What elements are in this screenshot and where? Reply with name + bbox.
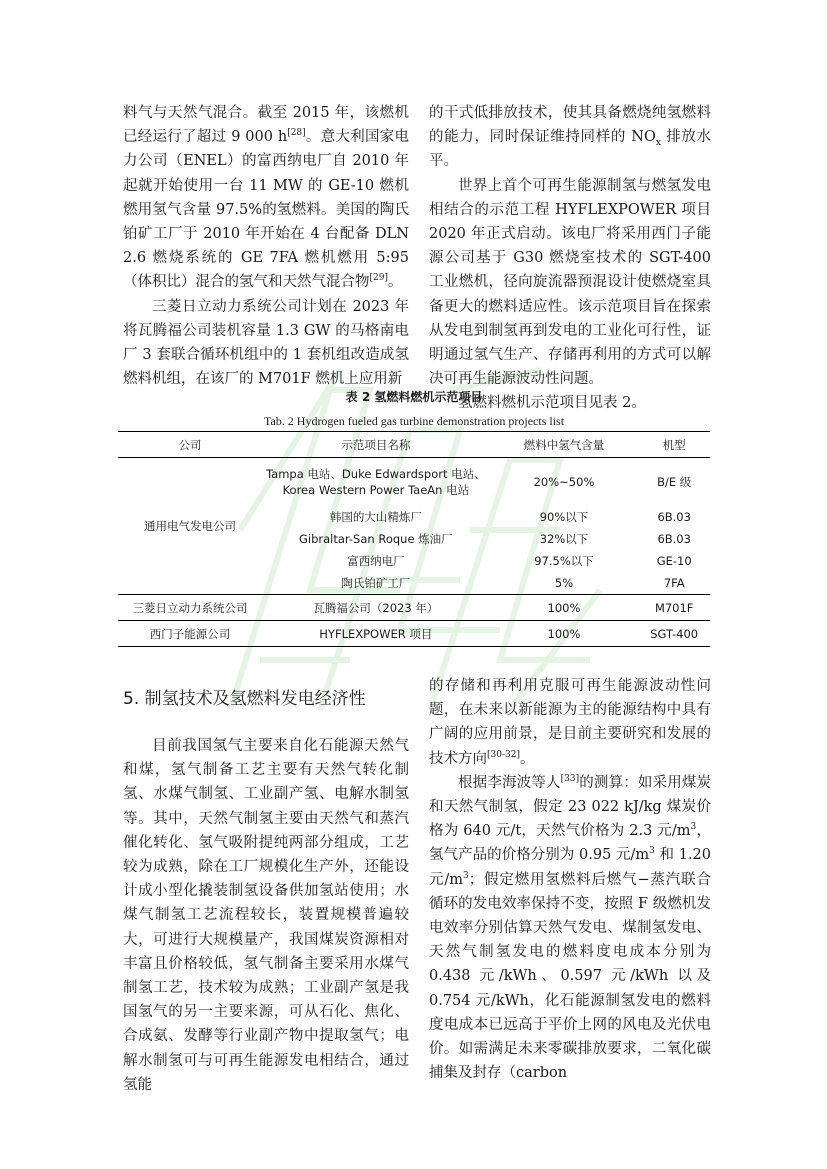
model-cell: 6B.03 xyxy=(657,510,691,524)
project-cell: Tampa 电站、Duke Edwardsport 电站、 Korea Western Power TaeAn 电站 xyxy=(266,467,486,497)
h2-cell: 32%以下 xyxy=(539,532,589,546)
header-company: 公司 xyxy=(118,432,262,458)
header-project: 示范项目名称 xyxy=(262,432,490,458)
paragraph: 料气与天然气混合。截至 2015 年，该燃机已经运行了超过 9 000 h[28]。意大利国家电力公司（ENEL）的富西纳电厂自 2010 年起就开始使用一台 11 MW 的 GE-10 燃机燃用氢气含量 97.5%的氢燃料。美国的陶氏铂矿工厂于 2010 年开始在 4 台配备 DLN 2.6 燃烧系统的 GE 7FA 燃机燃用 5:95（体积比）混合的氢气和天然气混合物[29]。 xyxy=(123,105,409,291)
h2-cell: 20%~50% xyxy=(533,475,595,489)
project-cell: 韩国的大山精炼厂 xyxy=(329,510,422,524)
paragraph: 目前我国氢气主要来自化石能源天然气和煤，氢气制备工艺主要有天然气转化制氢、水煤气制氢、工业副产氢、电解水制氢等。其中，天然气制氢主要由天然气和蒸汽催化转化、氢气吸附提纯两部分组成，工艺较为成熟，除在工厂规模化生产外，还能设计成小型化撬装制氢设备供加氢站使用；水煤气制氢工艺流程较长，装置规模普遍较大，可进行大规模量产，我国煤炭资源相对丰富且价格较低，氢气制备主要采用水煤气制氢工艺，技术较为成熟；工业副产氢是我国氢气的另一主要来源，可从石化、焦化、合成氨、发酵等行业副产物中提取氢气；电解水制氢可与可再生能源发电相结合，通过氢能 xyxy=(123,738,409,1093)
h2-cell: 100% xyxy=(490,595,639,621)
company-cell: 三菱日立动力系统公司 xyxy=(118,595,262,621)
project-cell: 瓦腾福公司（2023 年） xyxy=(262,595,490,621)
table-row xyxy=(118,458,710,507)
table-caption-en: Tab. 2 Hydrogen fueled gas turbine demonstration projects list xyxy=(263,414,565,428)
right-column-bottom xyxy=(429,674,711,1085)
h2-cell: 90%以下 xyxy=(539,510,589,524)
project-cell: Gibraltar-San Roque 炼油厂 xyxy=(298,532,453,546)
model-cell: M701F xyxy=(638,595,710,621)
model-cell: B/E 级 xyxy=(657,475,692,489)
header-model: 机型 xyxy=(638,432,710,458)
company-cell: 西门子能源公司 xyxy=(118,621,262,647)
model-cell: 6B.03 xyxy=(657,532,691,546)
paragraph: 三菱日立动力系统公司计划在 2023 年将瓦腾福公司装机容量 1.3 GW 的马格南电厂 3 套联合循环机组中的 1 套机组改造成氢燃料机组，在该厂的 M701F 燃机上应用新 xyxy=(123,298,409,388)
project-cell: 陶氏铂矿工厂 xyxy=(341,576,411,590)
company-cell: 通用电气发电公司 xyxy=(144,519,237,533)
model-cell: SGT-400 xyxy=(638,621,710,647)
left-column-bottom xyxy=(123,734,409,1097)
paragraph: 的干式低排放技术，使其具备燃烧纯氢燃料的能力，同时保证维持同样的 $NO_x$ 排放水平。 xyxy=(429,105,712,170)
project-cell: 富西纳电厂 xyxy=(347,554,405,568)
paragraph: 世界上首个可再生能源制氢与燃氢发电相结合的示范工程 HYFLEXPOWER 项目 2020 年正式启动。该电厂将采用西门子能源公司基于 G30 燃烧室技术的 SGT-400 工业燃机，径向旋流器预混设计使燃烧室具备更大的燃料适应性。该示范项目旨在探索从发电到制氢再到发电的工业化可行性，证明通过氢气生产、存储再利用的方式可以解决可再生能源波动性问题。 xyxy=(429,177,711,388)
demo-projects-table xyxy=(118,431,710,647)
table-row xyxy=(118,621,710,647)
paragraph: 的存储和再利用克服可再生能源波动性问题，在未来以新能源为主的能源结构中具有广阔的应用前景，是目前主要研究和发展的技术方向[30-32]。 xyxy=(429,678,711,767)
paragraph: 氢燃料燃机示范项目见表 2。 xyxy=(458,395,646,412)
right-column-top xyxy=(429,101,711,416)
h2-cell: 5% xyxy=(554,576,574,590)
left-column-top xyxy=(123,101,409,391)
h2-cell: 97.5%以下 xyxy=(534,554,594,568)
model-cell: 7FA xyxy=(663,576,685,590)
table-header-row xyxy=(118,432,710,458)
section-heading: 5. 制氢技术及氢燃料发电经济性 xyxy=(123,689,366,709)
table-caption-cn: 表 2 氢燃料燃机示范项目 xyxy=(345,390,483,404)
paragraph: 根据李海波等人[33]的测算：如采用煤炭和天然气制氢，假定 23 022 kJ/kg 煤炭价格为 640 元/t，天然气价格为 2.3 元$/m^3$，氢气产品的价格分别为 0.95 元$/m^3$ 和 1.20 元$/m^3$；假定燃用氢燃料后燃气−蒸汽联合循环的发电效率保持不变，按照 F 级燃机发电效率分别估算天然气发电、煤制氢发电、天然气制氢发电的燃料度电成本分别为 0.438 元/kWh、0.597 元/kWh 以及 0.754 元/kWh，化石能源制氢发电的燃料度电成本已远高于平价上网的风电及光伏电价。如需满足未来零碳排放要求，二氧化碳捕集及封存（carbon xyxy=(429,773,712,1082)
project-cell: HYFLEXPOWER 项目 xyxy=(262,621,490,647)
table-row xyxy=(118,595,710,621)
model-cell: GE-10 xyxy=(656,554,692,568)
h2-cell: 100% xyxy=(490,621,639,647)
header-h2-content: 燃料中氢气含量 xyxy=(490,432,639,458)
